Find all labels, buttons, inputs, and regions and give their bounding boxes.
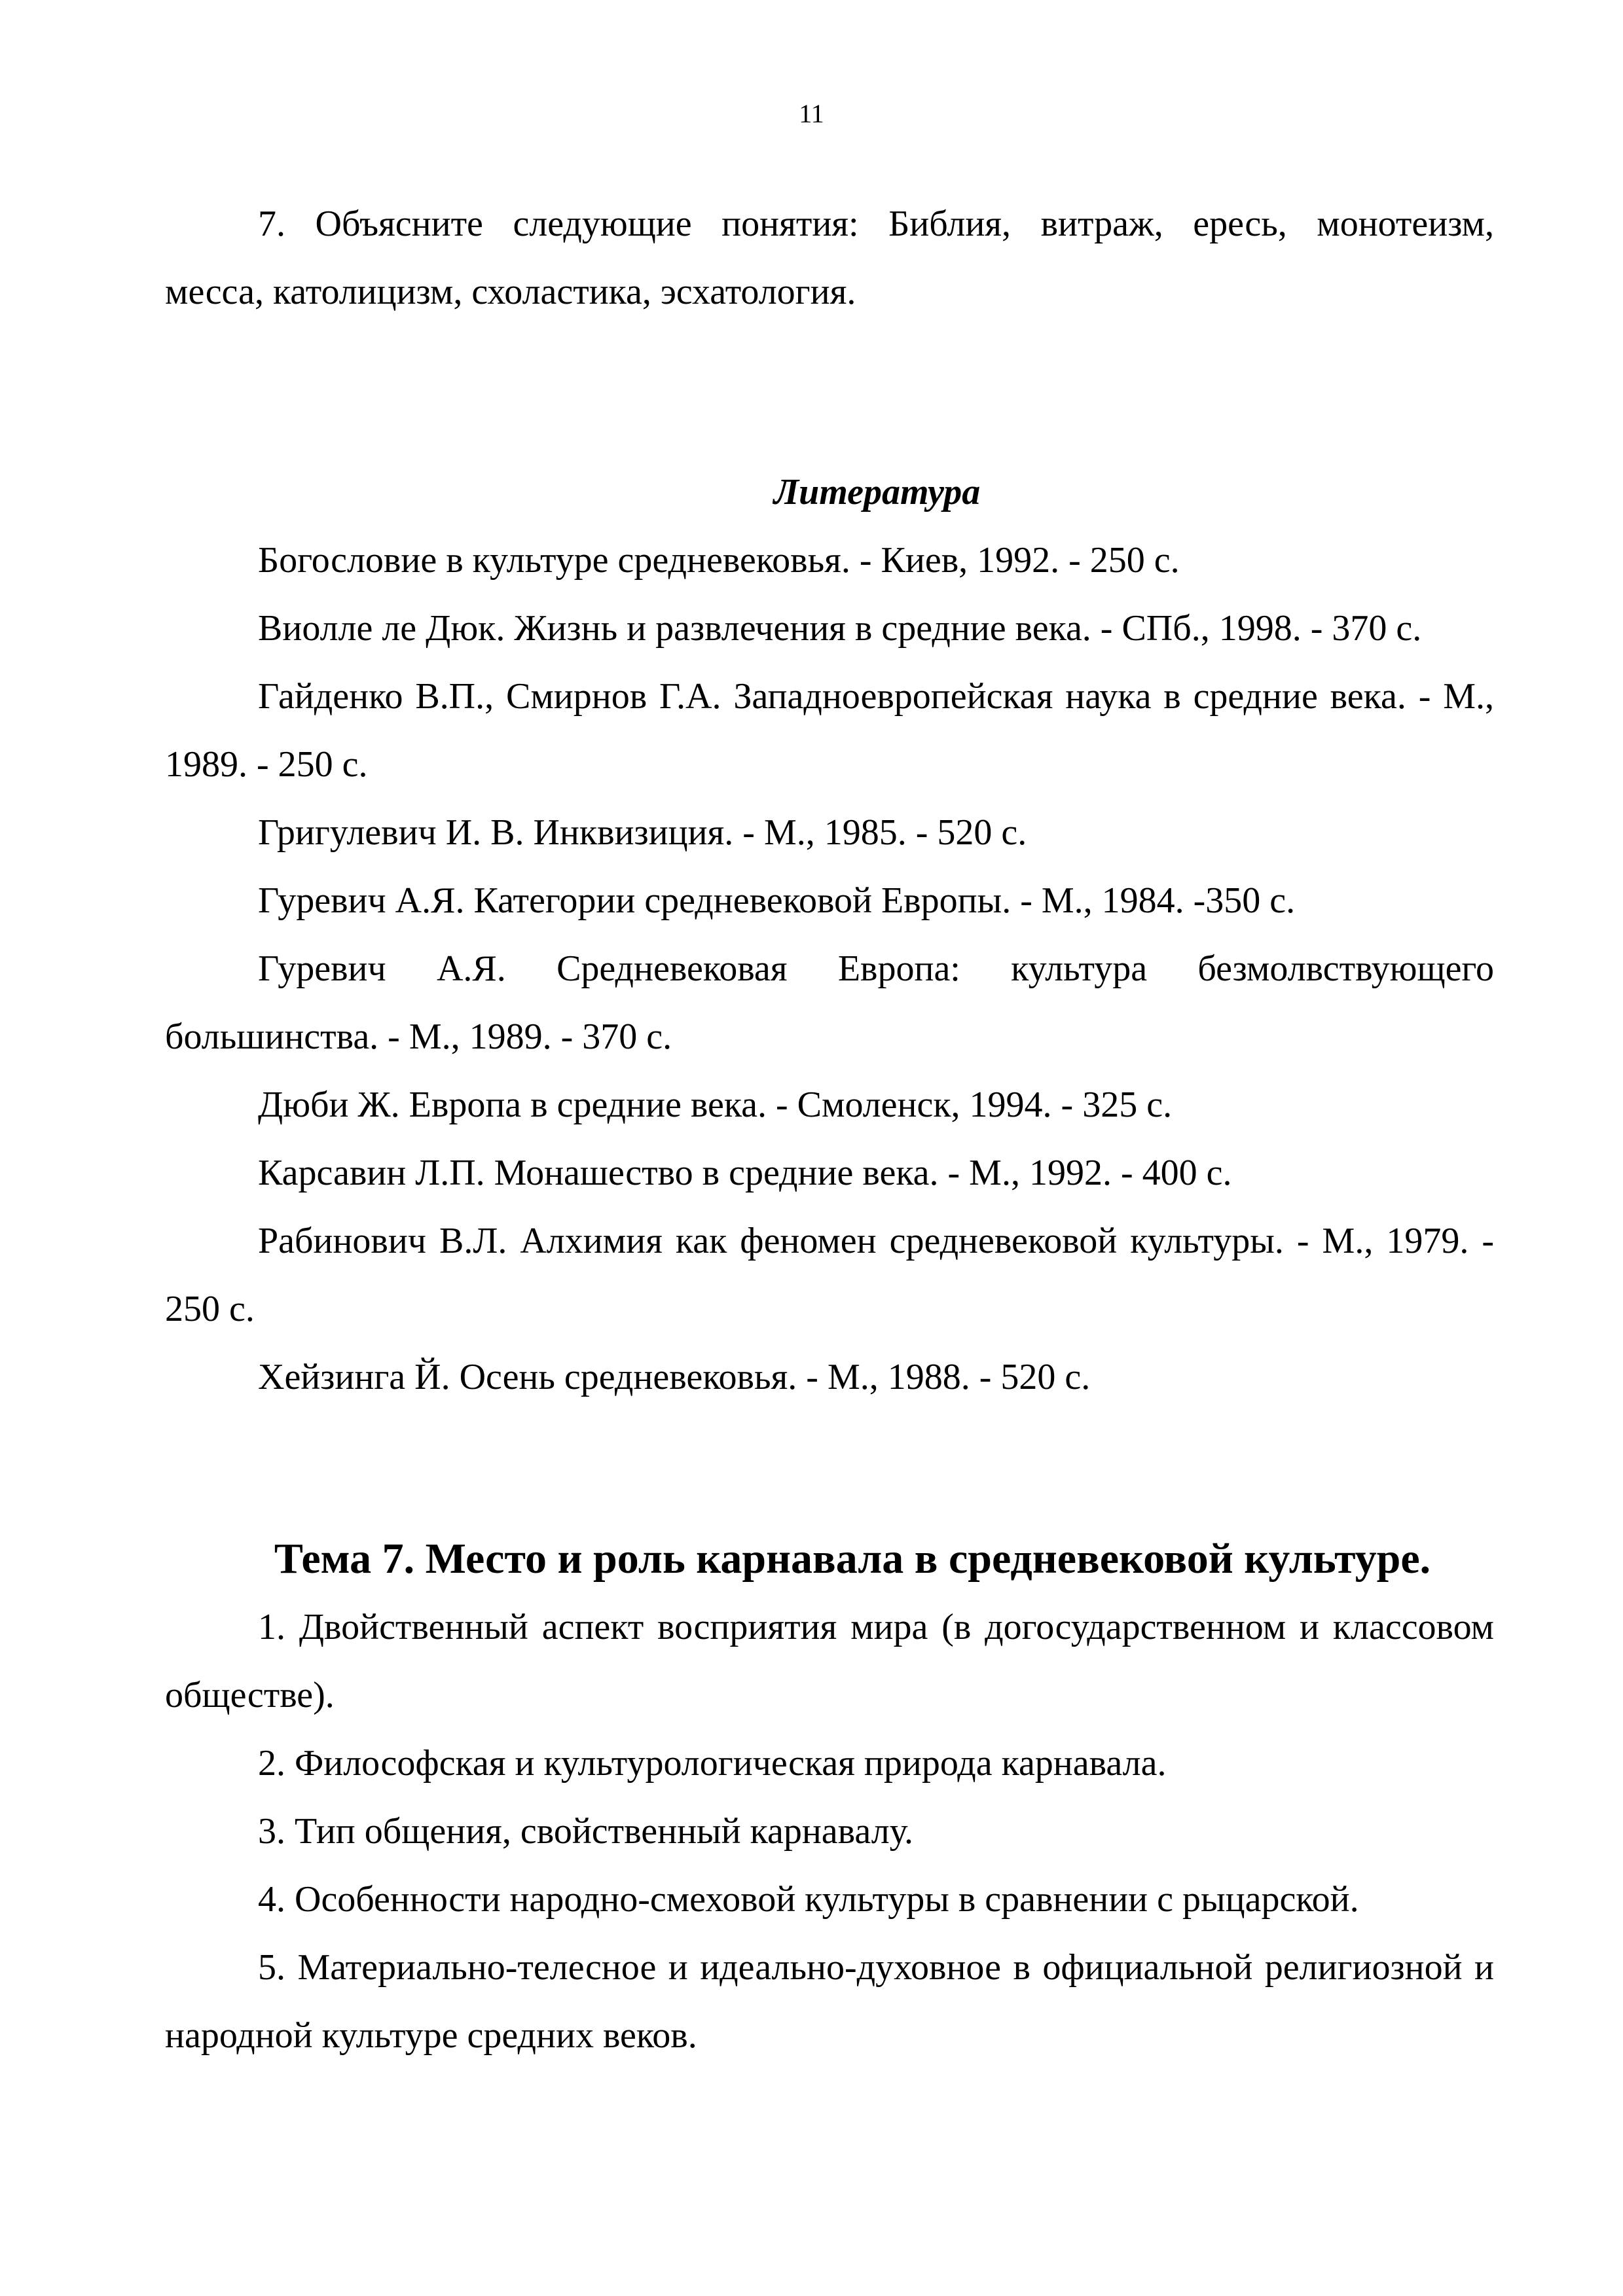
literature-item: Виолле ле Дюк. Жизнь и развлечения в средние века. - СПб., 1998. - 370 с. bbox=[258, 608, 1422, 649]
page-number: 11 bbox=[799, 99, 824, 128]
topic-question: 4. Особенности народно-смеховой культуры в сравнении с рыцарской. bbox=[258, 1879, 1359, 1920]
question-7-line-1: 7. Объясните следующие понятия: Библия, витраж, ересь, монотеизм, bbox=[258, 204, 1494, 244]
question-7 bbox=[165, 190, 1494, 326]
literature-item: Карсавин Л.П. Монашество в средние века. - М., 1992. - 400 с. bbox=[258, 1153, 1232, 1193]
literature-item: Гайденко В.П., Смирнов Г.А. Западноевропейская наука в средние века. - М., 1989. - 250 с. bbox=[165, 676, 1494, 785]
topic-7-title: Тема 7. Место и роль карнавала в средневековой культуре. bbox=[274, 1535, 1431, 1583]
literature-item: Хейзинга Й. Осень средневековья. - М., 1988. - 520 с. bbox=[258, 1357, 1091, 1397]
literature-item: Григулевич И. В. Инквизиция. - М., 1985. - 520 с. bbox=[258, 812, 1027, 853]
literature-item: Дюби Ж. Европа в средние века. - Смоленск, 1994. - 325 с. bbox=[258, 1085, 1173, 1125]
literature-section bbox=[165, 458, 1494, 1411]
topic-question: 3. Тип общения, свойственный карнавалу. bbox=[258, 1811, 914, 1852]
literature-item: Гуревич А.Я. Средневековая Европа: культура безмолвствующего большинства. - М., 1989. - 370 с. bbox=[165, 948, 1494, 1057]
literature-item: Богословие в культуре средневековья. - Киев, 1992. - 250 с. bbox=[258, 540, 1180, 581]
topic-question: 1. Двойственный аспект восприятия мира (в догосударственном и классовом обществе). bbox=[165, 1607, 1494, 1715]
topic-question: 2. Философская и культурологическая природа карнавала. bbox=[258, 1743, 1167, 1784]
literature-item: Рабинович В.Л. Алхимия как феномен средневековой культуры. - М., 1979. - 250 с. bbox=[165, 1221, 1494, 1329]
topic-7-section bbox=[165, 1525, 1494, 2070]
literature-heading: Литература bbox=[773, 472, 981, 512]
question-7-line-2: месса, католицизм, схоластика, эсхатология. bbox=[165, 272, 856, 312]
topic-question: 5. Материально-телесное и идеально-духовное в официальной религиозной и народной культуре средних веков. bbox=[165, 1947, 1494, 2056]
literature-item: Гуревич А.Я. Категории средневековой Европы. - М., 1984. -350 с. bbox=[258, 880, 1296, 921]
